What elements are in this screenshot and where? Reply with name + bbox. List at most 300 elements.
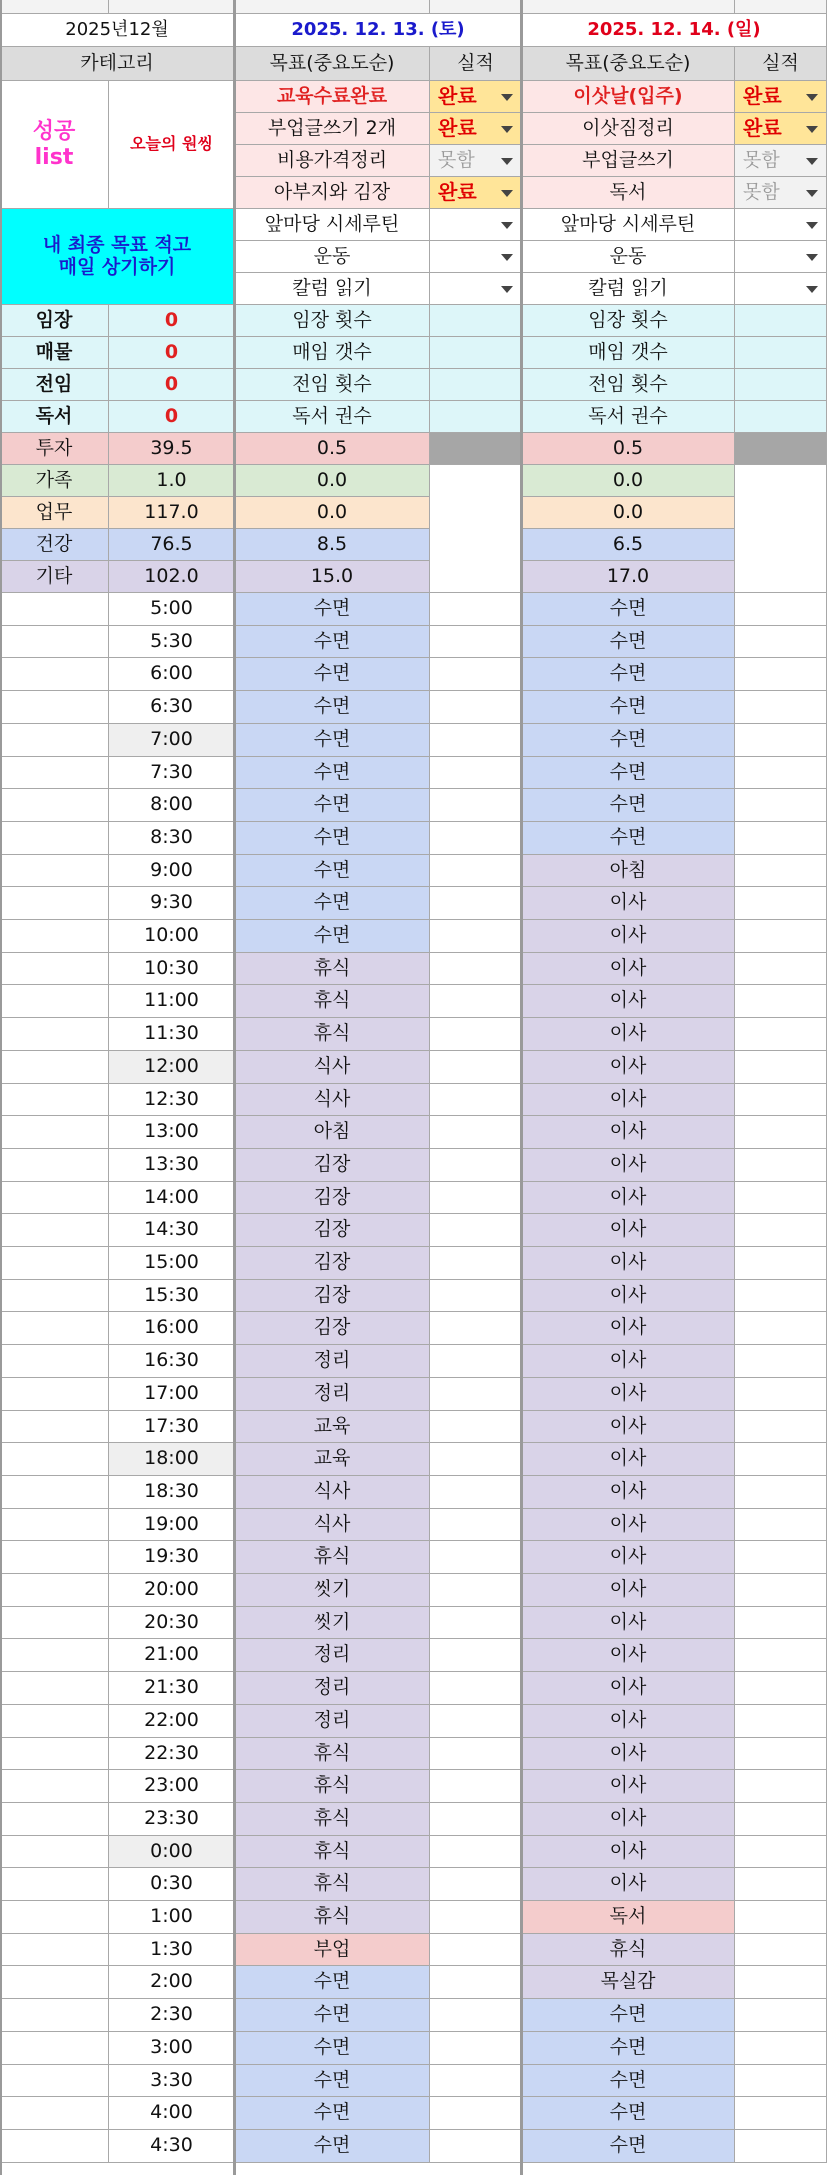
day1-activity-result[interactable] bbox=[430, 1280, 522, 1312]
schedule-spacer bbox=[0, 757, 109, 789]
day2-activity[interactable]: 이사 bbox=[522, 1084, 735, 1116]
day1-activity-result[interactable] bbox=[430, 1509, 522, 1541]
time-slot: 4:00 bbox=[109, 2097, 235, 2130]
day1-activity[interactable]: 김장 bbox=[235, 1149, 430, 1182]
day2-activity[interactable]: 이사 bbox=[522, 1378, 735, 1411]
day2-activity-result[interactable] bbox=[735, 1672, 827, 1705]
day1-activity-result[interactable] bbox=[430, 1182, 522, 1214]
day2-activity[interactable]: 이사 bbox=[522, 1836, 735, 1868]
day2-counter-input-3[interactable] bbox=[735, 369, 827, 401]
day1-activity[interactable]: 정리 bbox=[235, 1672, 430, 1705]
day2-routine-select-3[interactable] bbox=[735, 273, 827, 305]
column-divider bbox=[520, 0, 523, 2175]
day1-activity-result[interactable] bbox=[430, 855, 522, 887]
day1-hours-4: 8.5 bbox=[235, 529, 430, 561]
day1-activity-result[interactable] bbox=[430, 724, 522, 757]
day1-activity-result[interactable] bbox=[430, 1770, 522, 1803]
day1-activity-result[interactable] bbox=[430, 1574, 522, 1607]
day2-activity-result[interactable] bbox=[735, 1705, 827, 1738]
day2-goal-status-1[interactable]: 완료 bbox=[735, 81, 827, 113]
day2-activity[interactable]: 이사 bbox=[522, 1509, 735, 1541]
day1-activity-result[interactable] bbox=[430, 1116, 522, 1149]
schedule-spacer bbox=[0, 1639, 109, 1672]
day1-activity[interactable]: 식사 bbox=[235, 1509, 430, 1541]
day1-activity[interactable]: 수면 bbox=[235, 658, 430, 691]
day2-goal-header: 목표(중요도순) bbox=[522, 47, 735, 81]
day2-activity[interactable]: 이사 bbox=[522, 1051, 735, 1084]
day1-activity-result[interactable] bbox=[430, 822, 522, 855]
day2-activity[interactable]: 이사 bbox=[522, 1672, 735, 1705]
category-label-3: 업무 bbox=[0, 497, 109, 529]
day2-activity-result[interactable] bbox=[735, 1247, 827, 1280]
day2-activity-result[interactable] bbox=[735, 1443, 827, 1476]
day1-goal-1[interactable]: 교육수료완료 bbox=[235, 81, 430, 113]
day1-activity-result[interactable] bbox=[430, 887, 522, 920]
day2-goal-status-3[interactable]: 못함 bbox=[735, 145, 827, 177]
day2-activity[interactable]: 이사 bbox=[522, 1738, 735, 1770]
day2-activity-result[interactable] bbox=[735, 1639, 827, 1672]
day2-activity[interactable]: 아침 bbox=[522, 855, 735, 887]
day1-activity-result[interactable] bbox=[430, 1901, 522, 1934]
day2-counter-input-4[interactable] bbox=[735, 401, 827, 433]
day2-activity-result[interactable] bbox=[735, 2097, 827, 2130]
day2-activity[interactable]: 이사 bbox=[522, 953, 735, 985]
time-slot: 4:30 bbox=[109, 2130, 235, 2163]
day1-activity[interactable]: 휴식 bbox=[235, 1738, 430, 1770]
day1-activity[interactable]: 식사 bbox=[235, 1084, 430, 1116]
day1-activity[interactable]: 휴식 bbox=[235, 985, 430, 1018]
chevron-down-icon[interactable] bbox=[806, 286, 818, 293]
day2-activity[interactable]: 이사 bbox=[522, 1116, 735, 1149]
day1-activity[interactable]: 아침 bbox=[235, 1116, 430, 1149]
day2-routine-3: 칼럼 읽기 bbox=[522, 273, 735, 305]
schedule-spacer bbox=[0, 1280, 109, 1312]
stub-cell bbox=[0, 0, 109, 14]
day2-activity[interactable]: 휴식 bbox=[522, 1934, 735, 1966]
day2-activity[interactable]: 이사 bbox=[522, 1607, 735, 1639]
schedule-spacer bbox=[0, 1868, 109, 1901]
day2-hours-4: 6.5 bbox=[522, 529, 735, 561]
time-slot: 3:00 bbox=[109, 2032, 235, 2065]
day1-activity[interactable]: 수면 bbox=[235, 757, 430, 789]
time-slot: 12:30 bbox=[109, 1084, 235, 1116]
chevron-down-icon[interactable] bbox=[501, 286, 513, 293]
day2-activity-result[interactable] bbox=[735, 1378, 827, 1411]
day1-activity-result[interactable] bbox=[430, 1541, 522, 1574]
day2-activity[interactable]: 이사 bbox=[522, 1574, 735, 1607]
day2-activity-result[interactable] bbox=[735, 757, 827, 789]
day1-activity[interactable]: 휴식 bbox=[235, 1803, 430, 1836]
day2-result-header: 실적 bbox=[735, 47, 827, 81]
day1-activity-result[interactable] bbox=[430, 1738, 522, 1770]
day2-activity[interactable]: 수면 bbox=[522, 2130, 735, 2163]
category-label-2: 가족 bbox=[0, 465, 109, 497]
day1-activity-result[interactable] bbox=[430, 2032, 522, 2065]
day2-activity[interactable]: 수면 bbox=[522, 658, 735, 691]
time-slot: 20:00 bbox=[109, 1574, 235, 1607]
time-slot: 18:30 bbox=[109, 1476, 235, 1509]
day2-activity[interactable]: 이사 bbox=[522, 1443, 735, 1476]
day1-goal-status-2[interactable]: 완료 bbox=[430, 113, 522, 145]
day1-activity[interactable]: 수면 bbox=[235, 789, 430, 822]
day2-activity-result[interactable] bbox=[735, 1116, 827, 1149]
day1-activity-result[interactable] bbox=[430, 2097, 522, 2130]
day1-activity-result[interactable] bbox=[430, 920, 522, 953]
day1-activity-result[interactable] bbox=[430, 1868, 522, 1901]
day1-activity-result[interactable] bbox=[430, 1149, 522, 1182]
day1-activity[interactable]: 식사 bbox=[235, 1476, 430, 1509]
day1-activity[interactable]: 수면 bbox=[235, 2065, 430, 2097]
category-total-1: 39.5 bbox=[109, 433, 235, 465]
day2-activity[interactable]: 수면 bbox=[522, 691, 735, 724]
day2-activity[interactable]: 이사 bbox=[522, 1639, 735, 1672]
day2-activity-result[interactable] bbox=[735, 1018, 827, 1051]
counter-label-4: 독서 bbox=[0, 401, 109, 433]
day2-goal-1[interactable]: 이삿날(입주) bbox=[522, 81, 735, 113]
day1-activity-result[interactable] bbox=[430, 953, 522, 985]
day2-goal-3[interactable]: 부업글쓰기 bbox=[522, 145, 735, 177]
day1-activity-result[interactable] bbox=[430, 593, 522, 626]
day2-activity[interactable]: 이사 bbox=[522, 1411, 735, 1443]
day2-activity-result[interactable] bbox=[735, 1476, 827, 1509]
day2-activity-result[interactable] bbox=[735, 658, 827, 691]
day2-activity-result[interactable] bbox=[735, 1345, 827, 1378]
day1-activity-result[interactable] bbox=[430, 1312, 522, 1345]
day1-activity[interactable]: 수면 bbox=[235, 724, 430, 757]
day2-activity[interactable]: 이사 bbox=[522, 1541, 735, 1574]
day1-activity-result[interactable] bbox=[430, 1934, 522, 1966]
day1-counter-2: 매임 갯수 bbox=[235, 337, 430, 369]
day2-activity[interactable]: 독서 bbox=[522, 1901, 735, 1934]
day1-activity[interactable]: 휴식 bbox=[235, 1901, 430, 1934]
category-label-1: 투자 bbox=[0, 433, 109, 465]
day2-goal-2[interactable]: 이삿짐정리 bbox=[522, 113, 735, 145]
day2-activity-result[interactable] bbox=[735, 985, 827, 1018]
day2-activity[interactable]: 수면 bbox=[522, 1999, 735, 2032]
day2-activity[interactable]: 이사 bbox=[522, 1476, 735, 1509]
time-slot: 19:00 bbox=[109, 1509, 235, 1541]
day2-activity-result[interactable] bbox=[735, 1999, 827, 2032]
day2-activity-result[interactable] bbox=[735, 724, 827, 757]
schedule-spacer bbox=[0, 1411, 109, 1443]
day1-activity[interactable]: 수면 bbox=[235, 1999, 430, 2032]
day2-activity-result[interactable] bbox=[735, 920, 827, 953]
day2-activity-result[interactable] bbox=[735, 855, 827, 887]
chevron-down-icon[interactable] bbox=[501, 222, 513, 229]
chevron-down-icon[interactable] bbox=[806, 94, 818, 101]
day2-activity[interactable]: 이사 bbox=[522, 1345, 735, 1378]
day1-hours-filler bbox=[430, 433, 522, 465]
day1-activity[interactable]: 정리 bbox=[235, 1639, 430, 1672]
day2-activity-result[interactable] bbox=[735, 691, 827, 724]
day1-activity[interactable]: 정리 bbox=[235, 1378, 430, 1411]
schedule-spacer bbox=[0, 1345, 109, 1378]
day1-goal-status-1[interactable]: 완료 bbox=[430, 81, 522, 113]
day2-activity[interactable]: 수면 bbox=[522, 757, 735, 789]
day2-activity[interactable]: 이사 bbox=[522, 1149, 735, 1182]
day2-activity[interactable]: 이사 bbox=[522, 1247, 735, 1280]
chevron-down-icon[interactable] bbox=[501, 190, 513, 197]
day2-activity-result[interactable] bbox=[735, 1738, 827, 1770]
day2-hours-3: 0.0 bbox=[522, 497, 735, 529]
day1-goal-header: 목표(중요도순) bbox=[235, 47, 430, 81]
day2-counter-input-1[interactable] bbox=[735, 305, 827, 337]
day1-activity[interactable]: 씻기 bbox=[235, 1607, 430, 1639]
time-slot: 23:00 bbox=[109, 1770, 235, 1803]
day1-activity-result[interactable] bbox=[430, 1345, 522, 1378]
time-slot: 12:00 bbox=[109, 1051, 235, 1084]
day2-activity-result[interactable] bbox=[735, 1836, 827, 1868]
schedule-spacer bbox=[0, 1247, 109, 1280]
day1-activity-result[interactable] bbox=[430, 658, 522, 691]
schedule-spacer bbox=[0, 2097, 109, 2130]
schedule-spacer bbox=[0, 1803, 109, 1836]
day2-routine-select-1[interactable] bbox=[735, 209, 827, 241]
day1-goal-4[interactable]: 아부지와 김장 bbox=[235, 177, 430, 209]
day2-activity-result[interactable] bbox=[735, 1901, 827, 1934]
schedule-spacer bbox=[0, 2065, 109, 2097]
day1-goal-status-4[interactable]: 완료 bbox=[430, 177, 522, 209]
time-slot: 20:30 bbox=[109, 1607, 235, 1639]
day2-activity-result[interactable] bbox=[735, 1607, 827, 1639]
day2-activity-result[interactable] bbox=[735, 953, 827, 985]
schedule-spacer bbox=[0, 920, 109, 953]
day1-activity-result[interactable] bbox=[430, 1247, 522, 1280]
day1-counter-input-2[interactable] bbox=[430, 337, 522, 369]
day2-activity[interactable]: 이사 bbox=[522, 1214, 735, 1247]
day2-activity-result[interactable] bbox=[735, 1280, 827, 1312]
day2-activity[interactable]: 이사 bbox=[522, 1705, 735, 1738]
day2-hours-5: 17.0 bbox=[522, 561, 735, 593]
stub-cell bbox=[235, 0, 430, 14]
day1-activity[interactable]: 휴식 bbox=[235, 1770, 430, 1803]
time-slot: 0:00 bbox=[109, 1836, 235, 1868]
day1-activity[interactable]: 교육 bbox=[235, 1443, 430, 1476]
day2-activity[interactable]: 이사 bbox=[522, 1312, 735, 1345]
chevron-down-icon[interactable] bbox=[806, 190, 818, 197]
success-list-label: 성공 list bbox=[0, 81, 109, 209]
day1-activity-result[interactable] bbox=[430, 985, 522, 1018]
day1-routine-select-1[interactable] bbox=[430, 209, 522, 241]
day1-activity[interactable]: 수면 bbox=[235, 822, 430, 855]
day2-activity[interactable]: 이사 bbox=[522, 1868, 735, 1901]
chevron-down-icon[interactable] bbox=[501, 158, 513, 165]
day1-activity[interactable]: 씻기 bbox=[235, 1574, 430, 1607]
day1-counter-input-1[interactable] bbox=[430, 305, 522, 337]
day1-activity[interactable]: 김장 bbox=[235, 1214, 430, 1247]
schedule-spacer bbox=[0, 1541, 109, 1574]
day1-activity[interactable]: 수면 bbox=[235, 593, 430, 626]
day2-activity-result[interactable] bbox=[735, 2032, 827, 2065]
day1-activity-result[interactable] bbox=[430, 1476, 522, 1509]
schedule-spacer bbox=[0, 822, 109, 855]
day2-routine-2: 운동 bbox=[522, 241, 735, 273]
day1-activity-result[interactable] bbox=[430, 1672, 522, 1705]
day2-activity[interactable]: 수면 bbox=[522, 2032, 735, 2065]
day2-goal-4[interactable]: 독서 bbox=[522, 177, 735, 209]
day1-activity[interactable]: 식사 bbox=[235, 1051, 430, 1084]
day2-activity[interactable]: 수면 bbox=[522, 822, 735, 855]
day2-activity-result[interactable] bbox=[735, 887, 827, 920]
day2-activity-result[interactable] bbox=[735, 1803, 827, 1836]
day2-activity[interactable]: 수면 bbox=[522, 593, 735, 626]
day2-activity-result[interactable] bbox=[735, 2130, 827, 2163]
day2-activity[interactable]: 목실감 bbox=[522, 1966, 735, 1999]
day1-activity[interactable]: 정리 bbox=[235, 1345, 430, 1378]
stub-cell bbox=[522, 0, 735, 14]
schedule-spacer bbox=[0, 985, 109, 1018]
day1-activity-result[interactable] bbox=[430, 1966, 522, 1999]
day1-activity[interactable]: 휴식 bbox=[235, 953, 430, 985]
day2-activity-result[interactable] bbox=[735, 1182, 827, 1214]
day1-activity[interactable]: 김장 bbox=[235, 1280, 430, 1312]
schedule-spacer bbox=[0, 1149, 109, 1182]
one-thing-label: 오늘의 원씽 bbox=[109, 81, 235, 209]
day2-activity-result[interactable] bbox=[735, 593, 827, 626]
day1-activity[interactable]: 수면 bbox=[235, 626, 430, 658]
day2-activity[interactable]: 수면 bbox=[522, 2097, 735, 2130]
day1-activity[interactable]: 수면 bbox=[235, 2097, 430, 2130]
day1-hours-1: 0.5 bbox=[235, 433, 430, 465]
day1-activity[interactable]: 수면 bbox=[235, 2130, 430, 2163]
day2-activity-result[interactable] bbox=[735, 1214, 827, 1247]
day2-activity-result[interactable] bbox=[735, 1149, 827, 1182]
day2-activity-result[interactable] bbox=[735, 1868, 827, 1901]
day1-activity-result[interactable] bbox=[430, 1836, 522, 1868]
day1-counter-input-3[interactable] bbox=[430, 369, 522, 401]
day1-activity[interactable]: 김장 bbox=[235, 1312, 430, 1345]
chevron-down-icon[interactable] bbox=[806, 126, 818, 133]
day2-activity[interactable]: 수면 bbox=[522, 789, 735, 822]
day2-activity[interactable]: 이사 bbox=[522, 1018, 735, 1051]
chevron-down-icon[interactable] bbox=[806, 222, 818, 229]
day2-activity-result[interactable] bbox=[735, 1574, 827, 1607]
day2-activity[interactable]: 수면 bbox=[522, 2065, 735, 2097]
day1-goal-3[interactable]: 비용가격정리 bbox=[235, 145, 430, 177]
day2-activity-result[interactable] bbox=[735, 1966, 827, 1999]
day1-activity[interactable]: 휴식 bbox=[235, 1541, 430, 1574]
day2-activity-result[interactable] bbox=[735, 822, 827, 855]
time-slot: 2:00 bbox=[109, 1966, 235, 1999]
day1-activity[interactable]: 휴식 bbox=[235, 1018, 430, 1051]
chevron-down-icon[interactable] bbox=[806, 254, 818, 261]
day1-activity[interactable]: 휴식 bbox=[235, 1868, 430, 1901]
day1-activity[interactable]: 휴식 bbox=[235, 1836, 430, 1868]
day1-goal-2[interactable]: 부업글쓰기 2개 bbox=[235, 113, 430, 145]
day1-activity-result[interactable] bbox=[430, 1214, 522, 1247]
day2-goal-status-4[interactable]: 못함 bbox=[735, 177, 827, 209]
day1-activity-result[interactable] bbox=[430, 1705, 522, 1738]
day1-activity[interactable]: 수면 bbox=[235, 855, 430, 887]
day2-activity-result[interactable] bbox=[735, 1509, 827, 1541]
day1-activity-result[interactable] bbox=[430, 2065, 522, 2097]
schedule-spacer bbox=[0, 626, 109, 658]
day1-activity-result[interactable] bbox=[430, 1018, 522, 1051]
day1-activity-result[interactable] bbox=[430, 1803, 522, 1836]
schedule-spacer bbox=[0, 1770, 109, 1803]
day1-activity-result[interactable] bbox=[430, 691, 522, 724]
day1-activity-result[interactable] bbox=[430, 1443, 522, 1476]
chevron-down-icon[interactable] bbox=[501, 94, 513, 101]
day1-activity[interactable]: 김장 bbox=[235, 1182, 430, 1214]
schedule-spacer bbox=[0, 1378, 109, 1411]
day2-activity[interactable]: 수면 bbox=[522, 724, 735, 757]
day2-activity[interactable]: 이사 bbox=[522, 985, 735, 1018]
day1-activity[interactable]: 교육 bbox=[235, 1411, 430, 1443]
day2-activity[interactable]: 이사 bbox=[522, 1280, 735, 1312]
chevron-down-icon[interactable] bbox=[501, 254, 513, 261]
day1-activity-result[interactable] bbox=[430, 1999, 522, 2032]
day1-activity-result[interactable] bbox=[430, 626, 522, 658]
time-slot: 18:00 bbox=[109, 1443, 235, 1476]
day1-activity-result[interactable] bbox=[430, 1411, 522, 1443]
day1-activity-result[interactable] bbox=[430, 789, 522, 822]
category-label-4: 건강 bbox=[0, 529, 109, 561]
day2-activity-result[interactable] bbox=[735, 1411, 827, 1443]
day1-activity[interactable]: 수면 bbox=[235, 691, 430, 724]
day1-activity-result[interactable] bbox=[430, 1607, 522, 1639]
day1-hours-3: 0.0 bbox=[235, 497, 430, 529]
day2-activity[interactable]: 수면 bbox=[522, 626, 735, 658]
day1-activity-result[interactable] bbox=[430, 757, 522, 789]
day1-routine-select-2[interactable] bbox=[430, 241, 522, 273]
day1-activity[interactable]: 수면 bbox=[235, 2032, 430, 2065]
day2-activity-result[interactable] bbox=[735, 2065, 827, 2097]
day2-activity[interactable]: 이사 bbox=[522, 1803, 735, 1836]
day1-routine-3: 칼럼 읽기 bbox=[235, 273, 430, 305]
day2-activity-result[interactable] bbox=[735, 1541, 827, 1574]
day1-activity-result[interactable] bbox=[430, 2130, 522, 2163]
day2-activity-result[interactable] bbox=[735, 1934, 827, 1966]
day1-activity-result[interactable] bbox=[430, 1378, 522, 1411]
day1-activity[interactable]: 수면 bbox=[235, 1966, 430, 1999]
day1-routine-select-3[interactable] bbox=[430, 273, 522, 305]
day2-activity-result[interactable] bbox=[735, 1051, 827, 1084]
day2-routine-select-2[interactable] bbox=[735, 241, 827, 273]
chevron-down-icon[interactable] bbox=[501, 126, 513, 133]
day1-activity[interactable]: 김장 bbox=[235, 1247, 430, 1280]
time-slot: 9:00 bbox=[109, 855, 235, 887]
time-slot: 22:00 bbox=[109, 1705, 235, 1738]
day2-activity[interactable]: 이사 bbox=[522, 887, 735, 920]
day1-activity-result[interactable] bbox=[430, 1051, 522, 1084]
day2-activity-result[interactable] bbox=[735, 789, 827, 822]
day2-goal-status-2[interactable]: 완료 bbox=[735, 113, 827, 145]
day1-activity[interactable]: 부업 bbox=[235, 1934, 430, 1966]
day1-activity[interactable]: 정리 bbox=[235, 1705, 430, 1738]
time-slot: 1:00 bbox=[109, 1901, 235, 1934]
day2-counter-input-2[interactable] bbox=[735, 337, 827, 369]
column-divider bbox=[233, 0, 236, 2175]
day1-activity[interactable]: 수면 bbox=[235, 920, 430, 953]
day1-counter-input-4[interactable] bbox=[430, 401, 522, 433]
day2-activity-result[interactable] bbox=[735, 1312, 827, 1345]
day2-activity-result[interactable] bbox=[735, 1084, 827, 1116]
time-slot: 16:30 bbox=[109, 1345, 235, 1378]
day1-activity-result[interactable] bbox=[430, 1084, 522, 1116]
day1-goal-status-3[interactable]: 못함 bbox=[430, 145, 522, 177]
day2-activity[interactable]: 이사 bbox=[522, 920, 735, 953]
chevron-down-icon[interactable] bbox=[806, 158, 818, 165]
day1-activity-result[interactable] bbox=[430, 1639, 522, 1672]
schedule-spacer bbox=[0, 953, 109, 985]
day2-activity[interactable]: 이사 bbox=[522, 1182, 735, 1214]
day2-activity-result[interactable] bbox=[735, 1770, 827, 1803]
day1-activity[interactable]: 수면 bbox=[235, 887, 430, 920]
day2-activity-result[interactable] bbox=[735, 626, 827, 658]
category-total-4: 76.5 bbox=[109, 529, 235, 561]
day2-activity[interactable]: 이사 bbox=[522, 1770, 735, 1803]
